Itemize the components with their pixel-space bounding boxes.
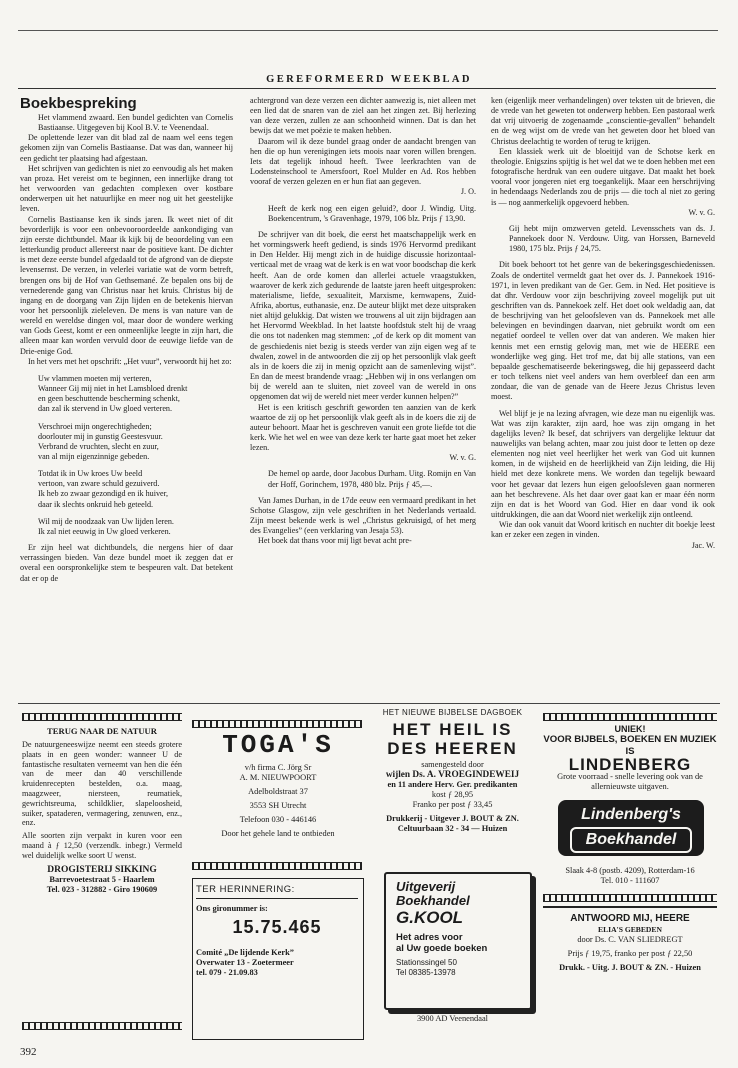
ad-antwoord-line: door Ds. C. VAN SLIEDREGT	[577, 935, 683, 944]
ad-herinnering	[196, 885, 358, 978]
ad-sikking-address: Barrevoetestraat 5 - Haarlem	[49, 874, 155, 884]
ad-herinnering-line: Ons gironummer is:	[196, 904, 268, 913]
paragraph: Cornelis Bastiaanse ken ik sinds jaren. Ik weet niet of dit bevorderlijk is voor een onbevooroordeelde aankondiging van zijn eerste dichtbundel. Maar ik kijk bij de beoordeling van een letterkundig product allereerst naar de positieve kant. De dichter is met deze eerste bundel afgedaald tot de afgrond van de diepste levensernst. De verzen, in velerlei variatie wat de vorm betreft, brengen ons bij de Hof van Gethsemané. Ze bepalen ons bij de vernederende gang van Christus naar het kruis. Christus bij de ingang en de doorgang van Zijn lijden en de betekenis hiervan voor het persoonlijk zieleleven. De mens is van nature van de wereld en wereldse dingen vol, maar door de wondere werking van Gods Geest, komt er een onmeenlijke leegte in zijn hart, die alleen maar kan worden vervuld door de eeuwige liefde van de Drie-enige God.	[20, 214, 233, 356]
ad-heil-line: kost ƒ 28,95	[431, 790, 474, 799]
ad-antwoord-line: Drukk. - Uitg. J. BOUT & ZN. - Huizen	[559, 963, 701, 972]
paragraph: Er zijn heel wat dichtbundels, die nergens hier of daar verrassingen bieden. Van deze bundel moet ik zeggen dat er overal een oorspronkelijke stem te bespeuren valt. Dat betekent dat er op de	[20, 543, 233, 583]
ad-heil-line: wijlen Ds. A. VROEGINDEWEIJ	[385, 770, 520, 780]
ad-lindenberg-line: UNIEK!	[614, 724, 646, 734]
ad-lindenberg-logo-line: Lindenberg's	[581, 806, 681, 823]
paragraph: Wel blijf je je na lezing afvragen, wie deze man nu eigenlijk was. Wat was zijn karakter, zijn aard, hoe was zijn omgang in het dagelijks leven? Ik besef, dat schrijvers van dergelijke lektuur dat nauwelijks van belang achten, maar zou juist door te letten op deze elementen nog niet veel heerlijker het werk van God uit kunnen komen, in de wijsheid en de heerlijkheid van Zijn leiding, die Hij hield met deze konkrete mens. We worden dan tegelijk bewaard voor het gevaar dat lezers hun eigen geloofsleven gaan normeren aan het beschrevene. Als het daar over gaat kan er maar één norm zijn en dat is het Woord van God. Hier en daar vond ik ook uitdrukkingen, die aan dat Woord niet werkelijk zijn ontleend.	[491, 408, 715, 520]
ad-togas-line: v/h firma C. Jörg Sr	[244, 763, 312, 772]
column-1	[20, 96, 233, 696]
ad-lindenberg-line: VOOR BIJBELS, BOEKEN EN MUZIEK IS	[543, 734, 717, 757]
wavy-border	[22, 1022, 182, 1030]
ad-herinnering-giro: 15.75.465	[232, 917, 322, 937]
paragraph: ken (eigenlijk meer verhandelingen) over teksten uit de brieven, die de vrede van het geweten tot onderwerp hebben. Een pastoraal werk dat vrij uitvoerig de zogenaamde „conscientie-gevallen” behandelt en de weg wijst om de vrede van het geweten door het bloed van Christus deelachtig te worden of terug te krijgen.	[491, 96, 715, 146]
poem-line: Ik heb zo zwaar gezondigd en ik huiver,	[38, 489, 169, 499]
ad-lindenberg-logo	[558, 800, 704, 856]
ad-kool-line: al Uw goede boeken	[396, 943, 488, 954]
paragraph: Het is een kritisch geschrift geworden ten aanzien van de kerk waartoe de zij op het persoonlijk vlak geeft als in de koers die zij de auteur behoort. Maar het is geschreven vanuit een grote liefde tot die kerk. Wie het wel en wee van deze kerk ter harte gaat moet het zeker lezen.	[250, 402, 476, 453]
ad-antwoord	[543, 914, 717, 973]
page-number: 392	[20, 1046, 37, 1058]
column-2	[250, 96, 476, 696]
poem-line: Ik zal niet eeuwig in Uw gloed verkeren.	[38, 526, 171, 536]
ad-antwoord-line: ELIA'S GEBEDEN	[598, 925, 662, 934]
ad-heil-line: Celtuurbaan 32 - 34 — Huizen	[397, 824, 508, 833]
wavy-border	[543, 894, 717, 902]
paragraph: Het schrijven van gedichten is niet zo eenvoudig als het maken van proza. Het vereist om te beginnen, een innerlijke drang tot het verwoorden van gedachten complexen over kostbare onderwerpen uit het natuurlijke en meer nog uit het geestelijke leven.	[20, 163, 233, 214]
ad-togas	[196, 730, 360, 839]
masthead: GEREFORMEERD WEEKBLAD	[266, 74, 472, 85]
ad-lindenberg-line: Grote voorraad - snelle levering ook van de allernieuwste uitgaven.	[557, 772, 703, 791]
poem-line: daar ik slechts onkruid heb geteeld.	[38, 499, 154, 509]
ad-sikking-title: TERUG NAAR DE NATUUR	[47, 726, 157, 736]
paragraph: Het boek dat thans voor mij ligt bevat acht pre-	[258, 536, 412, 546]
poem-line: van al mijn eigenzinnige gebeden.	[38, 452, 150, 461]
signature: W. v. G.	[449, 453, 476, 463]
ad-herinnering-title: TER HERINNERING:	[196, 885, 358, 899]
poem-line: Uw vlammen moeten mij verteren,	[38, 373, 152, 383]
wavy-border	[192, 720, 362, 728]
review-heading-1: Het vlammend zwaard. Een bundel gedichten van Cornelis Bastiaanse. Uitgegeven bij Kool B.V. te Veenendaal.	[38, 113, 233, 133]
ad-kool-line: Boekhandel	[396, 893, 470, 908]
ad-kool-line: Uitgeverij	[396, 879, 456, 894]
ad-kool-line: G.KOOL	[396, 908, 464, 927]
ad-lindenberg-contact	[543, 866, 717, 886]
signature: J. O.	[460, 187, 476, 197]
ad-sikking-tel: Tel. 023 - 312882 - Giro 190609	[46, 884, 158, 894]
ad-heil-line: samengesteld door	[421, 760, 484, 769]
poem-line: Verschroei mijn ongerechtigheden;	[38, 421, 152, 431]
wavy-border	[22, 713, 182, 721]
paragraph: Een klassiek werk uit de bloeitijd van de Schotse kerk en theologie. Enigszins spijtig is het wel dat we te doen hebben met een fotografische herdruk van een oudere uitgave. Dat maakt het boek vooral voor jongeren niet erg toegankelijk. Maar een herschrijving in hedendaags Nederlands zou de prijs — die toch al niet zo gering is — nog aanmerkelijk opgevoerd hebben.	[491, 146, 715, 207]
poem-line: Wanneer Gij mij niet in het Lamsbloed drenkt	[38, 384, 188, 394]
ad-heil-line: Franko per post ƒ 33,45	[412, 800, 493, 809]
ad-kool-line: Tel 08385-13978	[396, 968, 456, 977]
ad-lindenberg-address: Slaak 4-8 (postb. 4209), Rotterdam-16	[565, 866, 695, 875]
review-heading-2: Heeft de kerk nog een eigen geluid?, door J. Windig. Uitg. Boekencentrum, 's Gravenhage, 1979, 106 blz. Prijs ƒ 13,90.	[268, 203, 476, 223]
ad-heil-title: HET HEIL IS DES HEEREN	[387, 720, 518, 758]
ad-heil	[370, 708, 535, 834]
ad-sikking-name: DROGISTERIJ SIKKING	[47, 864, 157, 875]
poem-line: Totdat ik in Uw kroes Uw beeld	[38, 469, 143, 479]
paragraph: Wie dan ook vanuit dat Woord kritisch en nuchter dit boekje leest kan er zeker een zegen in vinden.	[491, 520, 715, 540]
ad-kool-line: Het adres voor	[396, 932, 463, 943]
paragraph: achtergrond van deze verzen een dichter aanwezig is, niet alleen met een lied dat de snaren van de ziel aan het zingen zet. Bij herlezing van deze verzen, zullen ze aan schoonheid winnen. Dat is dan het bewijs dat we met poëzie te maken hebben.	[250, 96, 476, 136]
signature: Jac. W.	[691, 540, 715, 550]
ad-sikking-body2: Alle soorten zijn verpakt in kuren voor een maand à ƒ 12,50 (verzendk. inbegr.) Vermeld wel duidelijk welke soort U wenst.	[22, 831, 182, 860]
column-3	[491, 96, 715, 696]
ad-antwoord-title: ANTWOORD MIJ, HEERE	[570, 913, 690, 924]
poem-line: dan zal ik stervend in Uw gloed verteren.	[38, 404, 173, 414]
ad-kool-logo	[384, 872, 532, 1010]
ad-togas-title: TOGA'S	[222, 730, 334, 760]
ad-herinnering-line: Comité „De lijdende Kerk”	[196, 948, 294, 957]
ad-sikking	[22, 726, 182, 895]
paragraph: Dit boek behoort tot het genre van de bekeringsgeschiedenissen. Zoals de ondertitel vermeldt gaat het over ds. J. Pannekoek 1916-1971, in leven predikant van de Ger. Gem. in Ned. Het positieve is dat dhr. Verdouw voor zijn beschrijving zoveel mogelijk put uit geschriften van ds. Pannekoek zelf. Het doet ook weldadig aan, dat de beschrijving van het geloofsleven van ds. Pannekoek met alle belevingen en bevindingen daarvan, niet gebruikt wordt om een negatief oordeel te vellen over dat van anderen. We maken hier kennis met een ernstig gelovig man, met wie de HEERE een wonderlijke weg ging. Het trof me, dat bij alle stations, van een bepaalde geschematiseerde bekeringsweg, die hij gepasseerd dacht er toch telkens niet veel anders van hem overbleef dan een arm zondaar, die van de genade van de Heere Jezus Christus leven moest.	[491, 260, 715, 402]
poem-line: Verbrand de vruchten, slecht en zuur,	[38, 441, 159, 451]
ad-sikking-body: De natuurgeneeswijze neemt een steeds grotere plaats in en geen wonder: wanneer U de fantastische resultaten verneemt van hen die één van de meer dan 40 verschillende kruidenrecepten bestelden, o.a. maag, maagzweer, niersteen, reumatiek, gewrichtsreuma, schildklier, slapeloosheid, suiker, spataderen, vermagering, zenuwen, enz., enz.	[22, 740, 182, 828]
paragraph: De schrijver van dit boek, die eerst het maatschappelijk werk en het vormingswerk heeft gediend, is sinds 1976 Hervormd predikant in Den Helder. Hij mengt zich in de huidige discussie horizontaal-verticaal met de vraag wat de kerk is en wat voor boodschap die kerk heeft. Aan de orde komen dan allerlei actuele vraagstukken, waarover de kerk zich gedurende de laatste jaren heeft uitgesproken: materialisme, liefde, sexualiteit, Marxisme, kernwapens, Zuid-Afrika, abortus, euthanasie, enz. De auteur blijkt met deze uitspraken niet altijd gelukkig. Dat wisten we trouwens al uit zijn bijdragen aan het Hervormd Weekblad. In het laatste hoofdstuk stelt hij de vraag die ons tot nadenken mag stemmen: „of de kerk op dit moment van de geschiedenis niet bezig is steeds verder van zijn eigen weg af te dwalen, zowel in de antwoorden die zij op het persoonlijk vlak geeft als in de koers die zij in menig opzicht aan de samenleving wijst”. En dan de meest brandende vraag: „Hebben wij in ons verlangen om bij de wereld aan te sluiten, niet zoveel van de wereld in ons opgenomen dat wij de wereld niet meer verder kunnen helpen?”	[250, 229, 476, 402]
ad-heil-kicker: HET NIEUWE BIJBELSE DAGBOEK	[382, 708, 523, 717]
paragraph: Daarom wil ik deze bundel graag onder de aandacht brengen van hen die op hun verenigingen iets moois naar voren willen brengen. Iets dat tegelijk inhoud heeft. Twee leerkrachten van de Lodensteinschool te Amersfoort, Roel Mulder en Ad. Ros hebben vooraf de verzen gelezen en er hun fiat aan gegeven.	[250, 136, 476, 187]
poem-line: vertoon, van zware schuld gezuiverd.	[38, 479, 160, 489]
ad-herinnering-line: tel. 079 - 21.09.83	[196, 968, 258, 977]
ad-togas-line: Telefoon 030 - 446146	[239, 815, 317, 824]
ads-divider	[18, 703, 720, 704]
ad-togas-line: Door het gehele land te ontbieden	[221, 829, 335, 838]
section-title: Boekbespreking	[20, 96, 137, 112]
wavy-border	[543, 713, 717, 721]
ad-togas-line: A. M. NIEUWPOORT	[239, 773, 317, 782]
ad-togas-line: Adelboldstraat 37	[248, 787, 308, 796]
ad-lindenberg	[543, 724, 717, 792]
ad-kool-city: 3900 AD Veenendaal	[416, 1014, 488, 1023]
ad-heil-line: Drukkerij - Uitgever J. BOUT & ZN.	[386, 814, 519, 823]
poem-line: en geen beschuttende bescherming schenkt,	[38, 394, 180, 404]
ad-herinnering-line: Overwater 13 - Zoetermeer	[196, 958, 294, 967]
ad-togas-line: 3553 SH Utrecht	[249, 801, 307, 810]
wavy-border	[192, 862, 362, 870]
masthead-rule	[18, 88, 716, 89]
paragraph: De oplettende lezer van dit blad zal de naam wel eens tegen gekomen zijn van Cornelis Bastiaanse. Dat was dan, wanneer hij een gedicht ter plaatsing had afgestaan.	[20, 133, 233, 163]
ad-heil-line: en 11 andere Herv. Ger. predikanten	[387, 780, 518, 789]
poem-line: doorlouter mij in gunstig Geestesvuur.	[38, 431, 163, 441]
ad-lindenberg-tel: Tel. 010 - 111607	[600, 876, 660, 885]
ad-lindenberg-logo-line: Boekhandel	[570, 827, 692, 853]
paragraph: In het vers met het opschrift: „Het vuur”, verwoordt hij het zo:	[28, 356, 232, 366]
ad-antwoord-line: Prijs ƒ 19,75, franko per post ƒ 22,50	[567, 949, 693, 958]
signature: W. v. G.	[688, 207, 715, 217]
poem-line: Wil mij de noodzaak van Uw lijden leren.	[38, 516, 174, 526]
ad-kool-line: Stationssingel 50	[396, 958, 457, 967]
review-heading-3: De hemel op aarde, door Jacobus Durham. Uitg. Romijn en Van der Hoff, Gorinchem, 1978, 480 blz. Prijs ƒ 45,—.	[268, 469, 476, 489]
ad-lindenberg-name: LINDENBERG	[568, 755, 692, 774]
paragraph: Van James Durhan, in de 17de eeuw een vermaard predikant in het Schotse Glasgow, zijn vele geschriften in het Nederlands vertaald. Zijn meest bekende werk is wel „Christus gekruisigd, of het merg des Evangelies” (een verklaring van Jesaja 53).	[250, 495, 476, 536]
top-rule	[18, 30, 718, 31]
review-heading-4: Gij hebt mijn omzwerven geteld. Levensschets van ds. J. Pannekoek door N. Verdouw. Uitg. van Horssen, Barneveld 1980, 175 blz. Prijs ƒ 24,75.	[509, 223, 715, 254]
